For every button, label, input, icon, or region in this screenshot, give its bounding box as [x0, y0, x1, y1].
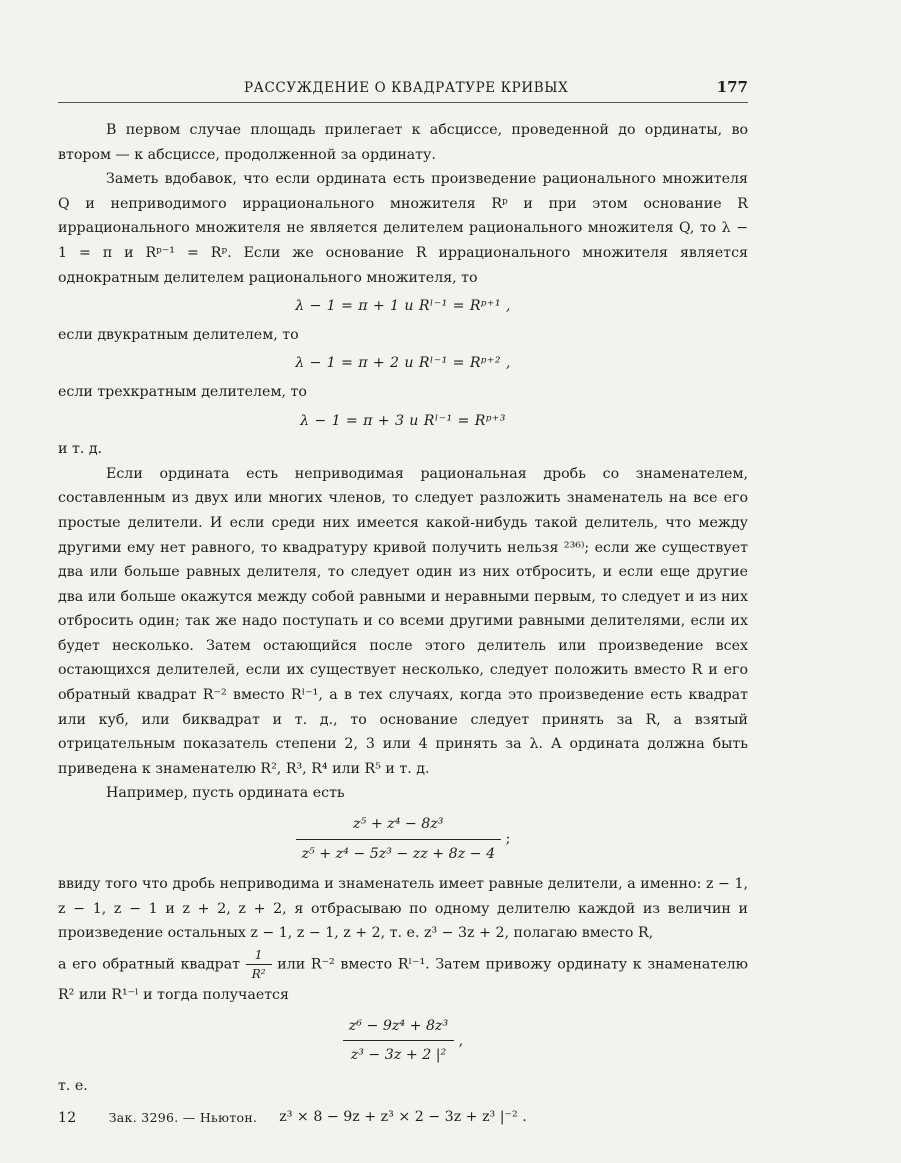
fraction-3	[58, 1012, 748, 1070]
formula-2	[58, 351, 748, 376]
paragraph-5b-post: или R⁻² вместо Rˡ⁻¹. Затем привожу ординату к знаменателю R² или R¹⁻ˡ и тогда получается	[58, 956, 748, 1003]
running-title: РАССУЖДЕНИЕ О КВАДРАТУРЕ КРИВЫХ	[244, 80, 569, 96]
fraction-2-denominator: R²	[246, 964, 272, 981]
page-body	[58, 118, 748, 1136]
formula-1	[58, 294, 748, 319]
fraction-3-denominator: z³ − 3z + 2 |²	[343, 1040, 454, 1068]
paragraph-5b-pre: а его обратный квадрат	[58, 956, 240, 973]
paragraph-5a: ввиду того что дробь неприводима и знаменатель имеет равные делители, а именно: z − 1, z − 1, z − 1 и z + 2, z + 2, я отбрасываю по одному делителю каждой из величин и произведение остальных z − 1, z − 1, z + 2, т. е. z³ − 3z + 2, полагаю вместо R,	[58, 876, 748, 942]
fraction-1	[58, 810, 748, 868]
paragraph-3: Если ордината есть неприводимая рациональная дробь со знаменателем, составленным из двух или многих членов, то следует разложить знаменатель на все его простые делители. И если среди них имеется какой-нибудь такой делитель, что между другими ему нет равного, то квадратуру кривой получить нельзя ²³⁶⁾; если же существует два или больше равных делителя, то следует один из них отбросить, и если еще другие два или больше окажутся между собой равными и неравными первым, то следует и из них отбросить один; так же надо поступать и со всеми другими равными делителями, если их будет несколько. Затем остающийся после этого делитель или произведение всех остающихся делителей, если их существует несколько, следует положить вместо R и его обратный квадрат R⁻² вместо Rˡ⁻¹, а в тех случаях, когда это произведение есть квадрат или куб, или биквадрат и т. д., то основание следует принять за R, а взятый отрицательным показатель степени 2, 3 или 4 принять за λ. А ордината должна быть приведена к знаменателю R², R³, R⁴ или R⁵ и т. д.	[58, 465, 748, 777]
imprint-line: Зак. 3296. — Ньютон.	[108, 1110, 258, 1125]
line-ie: т. е.	[58, 1077, 88, 1094]
formula-2-text: λ − 1 = π + 2 и Rˡ⁻¹ = Rᵖ⁺² ,	[295, 355, 511, 372]
fraction-2	[246, 948, 272, 981]
formula-3	[58, 409, 748, 434]
line-double-divisor: если двукратным делителем, то	[58, 326, 299, 343]
formula-1-text: λ − 1 = π + 1 и Rˡ⁻¹ = Rᵖ⁺¹ ,	[295, 298, 511, 315]
page-footer	[58, 1110, 257, 1126]
formula-3-text: λ − 1 = π + 3 и Rˡ⁻¹ = Rᵖ⁺³	[300, 412, 506, 429]
fraction-2-numerator: 1	[254, 948, 263, 962]
line-triple-divisor: если трехкратным делителем, то	[58, 383, 307, 400]
paragraph-5b	[58, 946, 748, 1008]
paragraph-1: В первом случае площадь прилегает к абсциссе, проведенной до ординаты, во втором — к абсциссе, продолженной за ординату.	[58, 122, 748, 163]
fraction-1-body	[296, 812, 502, 866]
page-header	[58, 78, 748, 103]
fraction-3-tail: ,	[458, 1032, 464, 1049]
line-etc: и т. д.	[58, 441, 103, 458]
fraction-1-tail: ;	[505, 831, 511, 848]
paragraph-4: Например, пусть ордината есть	[106, 785, 345, 802]
fraction-3-body	[343, 1014, 454, 1068]
fraction-1-numerator: z⁵ + z⁴ − 8z³	[353, 816, 444, 833]
fraction-1-denominator: z⁵ + z⁴ − 5z³ − zz + 8z − 4	[296, 839, 502, 867]
formula-last-text: z³ × 8 − 9z + z³ × 2 − 3z + z³ |⁻² .	[279, 1109, 527, 1126]
fraction-3-numerator: z⁶ − 9z⁴ + 8z³	[348, 1017, 449, 1034]
paragraph-2: Заметь вдобавок, что если ордината есть произведение рационального множителя Q и неприводимого иррационального множителя Rᵖ и при этом основание R иррационального множителя не является делителем рационального множителя Q, то λ − 1 = π и Rᵖ⁻¹ = Rᵖ. Если же основание R иррационального множителя является однократным делителем рационального множителя, то	[58, 171, 748, 286]
page-number: 177	[716, 78, 748, 96]
printer-signature: 12	[58, 1110, 77, 1126]
